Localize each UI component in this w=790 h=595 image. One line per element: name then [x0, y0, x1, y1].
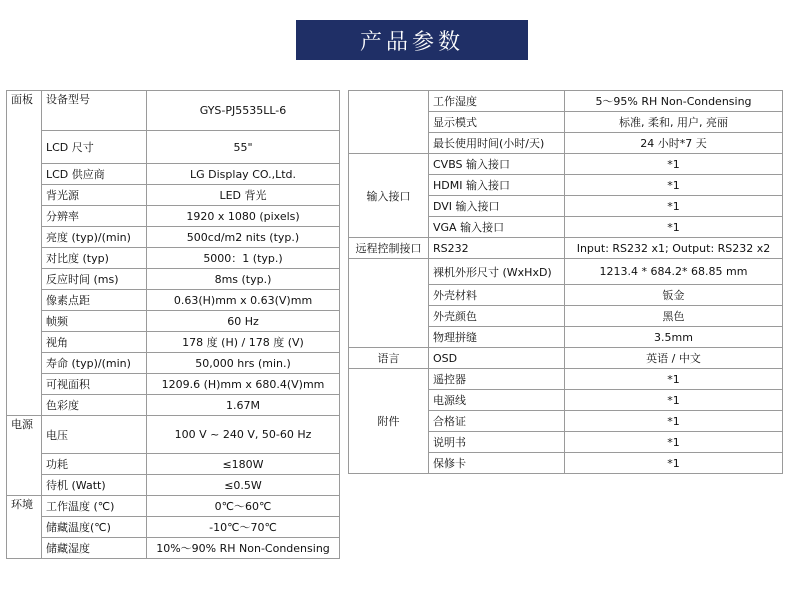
spec-value: 0℃～60℃	[147, 496, 340, 517]
spec-value: *1	[565, 175, 783, 196]
spec-value: -10℃～70℃	[147, 517, 340, 538]
spec-label: 功耗	[42, 454, 147, 475]
spec-label: 对比度 (typ)	[42, 248, 147, 269]
spec-value: 10%～90% RH Non-Condensing	[147, 538, 340, 559]
spec-label: LCD 尺寸	[42, 131, 147, 164]
spec-label: 外壳颜色	[429, 306, 565, 327]
spec-value-model: GYS-PJ5535LL-6	[147, 91, 340, 131]
spec-label: 说明书	[429, 432, 565, 453]
group-panel: 面板	[7, 91, 42, 416]
spec-label: 反应时间 (ms)	[42, 269, 147, 290]
spec-label: 最长使用时间(小时/天)	[429, 133, 565, 154]
spec-value: 0.63(H)mm x 0.63(V)mm	[147, 290, 340, 311]
group-input: 输入接口	[349, 154, 429, 238]
spec-value: ≤180W	[147, 454, 340, 475]
spec-value: Input: RS232 x1; Output: RS232 x2	[565, 238, 783, 259]
spec-label: 分辨率	[42, 206, 147, 227]
spec-value: 60 Hz	[147, 311, 340, 332]
spec-value: *1	[565, 432, 783, 453]
group-remote: 远程控制接口	[349, 238, 429, 259]
group-accessories: 附件	[349, 369, 429, 474]
spec-label: 视角	[42, 332, 147, 353]
group-environment: 环境	[7, 496, 42, 559]
spec-label: 帧频	[42, 311, 147, 332]
spec-value: 55"	[147, 131, 340, 164]
spec-label: DVI 输入接口	[429, 196, 565, 217]
spec-value: 3.5mm	[565, 327, 783, 348]
spec-value: 100 V ~ 240 V, 50-60 Hz	[147, 416, 340, 454]
spec-label: 色彩度	[42, 395, 147, 416]
spec-value: *1	[565, 154, 783, 175]
spec-label: 储藏温度(℃)	[42, 517, 147, 538]
spec-label: 合格证	[429, 411, 565, 432]
spec-value: *1	[565, 411, 783, 432]
group-language: 语言	[349, 348, 429, 369]
spec-value: *1	[565, 369, 783, 390]
page-title: 产品参数	[296, 20, 528, 60]
spec-value: *1	[565, 217, 783, 238]
spec-value: *1	[565, 453, 783, 474]
spec-value: 标准, 柔和, 用户, 亮丽	[565, 112, 783, 133]
spec-label: 工作湿度	[429, 91, 565, 112]
spec-value: LED 背光	[147, 185, 340, 206]
spec-label: HDMI 输入接口	[429, 175, 565, 196]
spec-label: 电压	[42, 416, 147, 454]
spec-value: 5000：1 (typ.)	[147, 248, 340, 269]
spec-table-right	[348, 90, 783, 474]
spec-label: 外壳材料	[429, 285, 565, 306]
spec-value: *1	[565, 196, 783, 217]
spec-value: 24 小时*7 天	[565, 133, 783, 154]
spec-value: LG Display CO.,Ltd.	[147, 164, 340, 185]
spec-label: 像素点距	[42, 290, 147, 311]
spec-value: 1920 x 1080 (pixels)	[147, 206, 340, 227]
spec-value: 黑色	[565, 306, 783, 327]
spec-label: 保修卡	[429, 453, 565, 474]
spec-value: ≤0.5W	[147, 475, 340, 496]
spec-label: 裸机外形尺寸 (WxHxD)	[429, 259, 565, 285]
group-physical	[349, 259, 429, 348]
spec-value: 1213.4 * 684.2* 68.85 mm	[565, 259, 783, 285]
spec-label: 显示模式	[429, 112, 565, 133]
spec-value: 1.67M	[147, 395, 340, 416]
spec-label: VGA 输入接口	[429, 217, 565, 238]
spec-label: 物理拼缝	[429, 327, 565, 348]
spec-value: 178 度 (H) / 178 度 (V)	[147, 332, 340, 353]
spec-table-left	[6, 90, 340, 559]
spec-value: 50,000 hrs (min.)	[147, 353, 340, 374]
spec-label-model: 设备型号	[42, 91, 147, 131]
spec-label: 电源线	[429, 390, 565, 411]
spec-label: 可视面积	[42, 374, 147, 395]
spec-label: 储藏湿度	[42, 538, 147, 559]
group-display	[349, 91, 429, 154]
spec-value: 5～95% RH Non-Condensing	[565, 91, 783, 112]
spec-label: OSD	[429, 348, 565, 369]
spec-label: 亮度 (typ)/(min)	[42, 227, 147, 248]
spec-label: 待机 (Watt)	[42, 475, 147, 496]
spec-value: 500cd/m2 nits (typ.)	[147, 227, 340, 248]
spec-value: 8ms (typ.)	[147, 269, 340, 290]
spec-label: 工作温度 (℃)	[42, 496, 147, 517]
spec-label: 背光源	[42, 185, 147, 206]
spec-label: 寿命 (typ)/(min)	[42, 353, 147, 374]
spec-value: *1	[565, 390, 783, 411]
spec-label: LCD 供应商	[42, 164, 147, 185]
spec-value: 英语 / 中文	[565, 348, 783, 369]
group-power: 电源	[7, 416, 42, 496]
spec-value: 钣金	[565, 285, 783, 306]
spec-value: 1209.6 (H)mm x 680.4(V)mm	[147, 374, 340, 395]
spec-label: 遥控器	[429, 369, 565, 390]
spec-label: CVBS 输入接口	[429, 154, 565, 175]
spec-label: RS232	[429, 238, 565, 259]
